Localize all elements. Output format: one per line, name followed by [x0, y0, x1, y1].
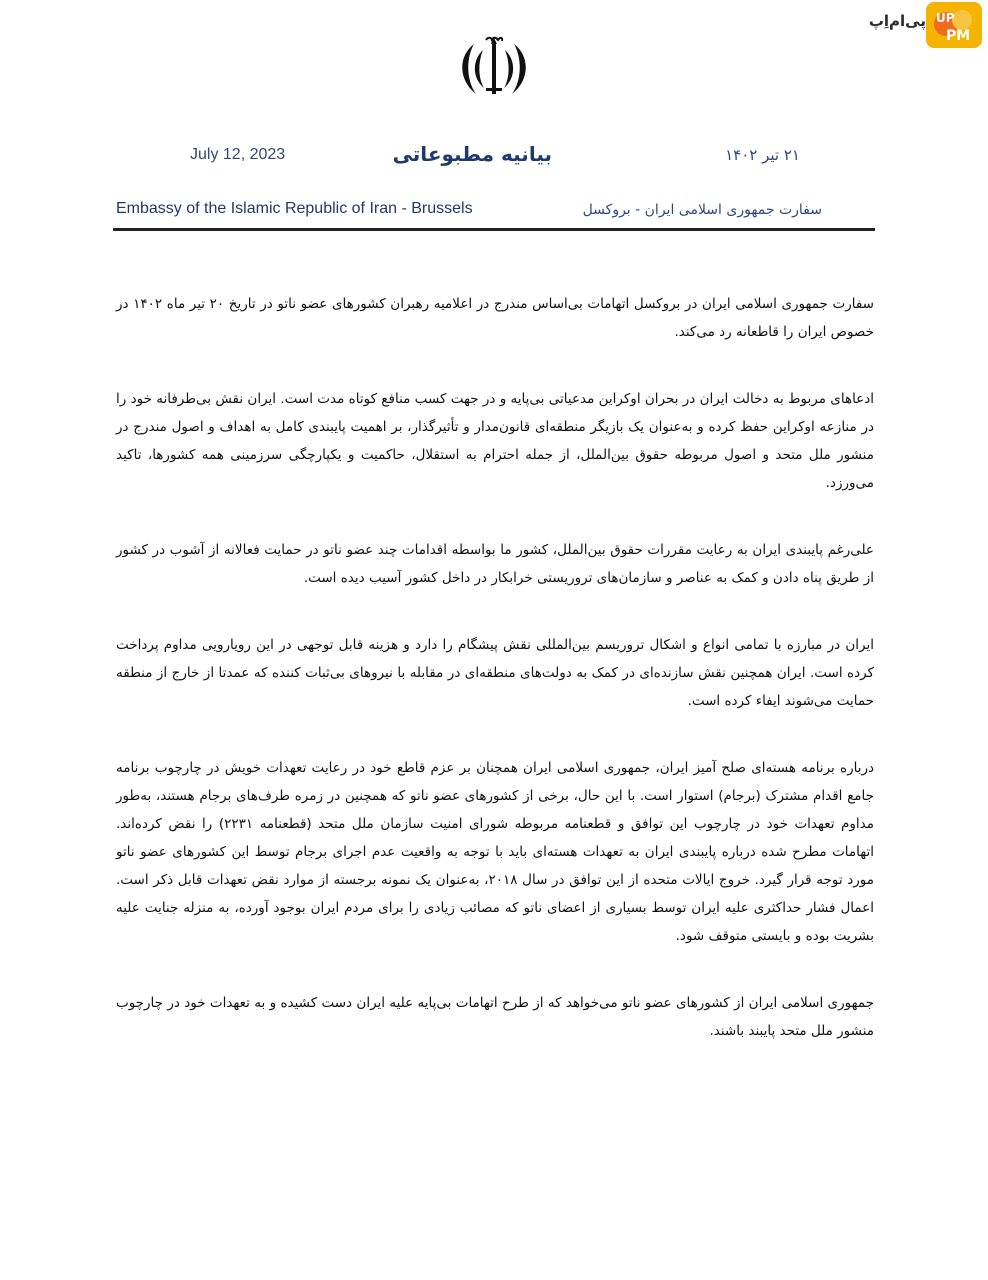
paragraph: علی‌رغم پایبندی ایران به رعایت مقررات حقوق بین‌الملل، کشور ما بواسطه اقدامات چند عضو ناتو در حمایت فعالانه از آشوب در کشور از طریق پناه دادن و کمک به عناصر و سازمان‌های تروریستی خرابکار در داخل کشور آسیب دیده است. [116, 542, 874, 586]
svg-text:PM: PM [946, 28, 971, 44]
svg-text:UP: UP [936, 11, 955, 25]
paragraph: جمهوری اسلامی ایران از کشورهای عضو ناتو می‌خواهد که از طرح اتهامات بی‌پایه علیه ایران دست کشیده و به تعهدات خود در چارچوب منشور ملل متحد پایبند باشند. [116, 995, 874, 1039]
paragraph: ایران در مبارزه با تمامی انواع و اشکال تروریسم بین‌المللی نقش پیشگام را دارد و هزینه قابل توجهی در این رویارویی مداوم پرداخت کرده است. ایران همچنین نقش سازنده‌ای در کمک به دولت‌های منطقه‌ای در مقابله با نیروهای بی‌ثبات کننده که عمدتا از خارج از منطقه حمایت می‌شوند ایفاء کرده است. [116, 637, 874, 709]
embassy-name-persian: سفارت جمهوری اسلامی ایران - بروکسل [582, 202, 822, 218]
watermark-text: پی‌ام‌اِپ [868, 12, 926, 30]
paragraph: درباره برنامه هسته‌ای صلح آمیز ایران، جمهوری اسلامی ایران همچنان بر عزم قاطع خود در رعایت تعهدات خویش در چارچوب برنامه جامع اقدام مشترک (برجام) استوار است. با این حال، برخی از کشورهای عضو ناتو که همچنین در زمره طرف‌های برجام هستند، به‌طور مداوم تعهدات خود در چارچوب این توافق و قطعنامه مربوطه شورای امنیت سازمان ملل متحد (قطعنامه ۲۲۳۱) را نقض کرده‌اند. اتهامات مطرح شده درباره پایبندی ایران به تعهدات هسته‌ای باید با توجه به واقعیت عدم اجرای برجام توسط این کشورهای عضو ناتو مورد توجه قرار گیرد. خروج ایالات متحده از این توافق در سال ۲۰۱۸، به‌عنوان یک نمونه برجسته از موارد نقض تعهدات قابل ذکر است. اعمال فشار حداکثری علیه ایران توسط بسیاری از اعضای ناتو که مصائب زیادی را برای مردم ایران بوجود آورده، به منزله جنایت علیه بشریت بوده و بایستی متوقف شود. [116, 760, 874, 944]
statement-body [116, 290, 874, 1084]
embassy-name-english: Embassy of the Islamic Republic of Iran - Brussels [116, 200, 473, 217]
paragraph: سفارت جمهوری اسلامی ایران در بروکسل اتهامات بی‌اساس مندرج در اعلامیه رهبران کشورهای عضو ناتو در تاریخ ۲۰ تیر ماه ۱۴۰۲ در خصوص ایران را قاطعانه رد می‌کند. [116, 296, 874, 340]
watermark [870, 2, 982, 48]
paragraph: ادعاهای مربوط به دخالت ایران در بحران اوکراین مدعیاتی بی‌پایه و در جهت کسب منافع کوتاه مدت است. ایران نقش بی‌طرفانه خود را در منازعه اوکراین حفظ کرده و به‌عنوان یک بازیگر منطقه‌ای قانون‌مدار و تأثیرگذار، بر اهمیت پایبندی کامل به اهداف و اصول مندرج در منشور ملل متحد و اصول مربوطه حقوق بین‌الملل، از جمله احترام به استقلال، حاکمیت و یکپارچگی سرزمینی همه کشورها، تاکید می‌ورزد. [116, 391, 874, 491]
watermark-logo-icon [926, 2, 982, 48]
header-divider [113, 228, 875, 231]
date-persian: ۲۱ تیر ۱۴۰۲ [725, 146, 800, 164]
page-title: بیانیه مطبوعاتی [392, 142, 552, 166]
date-english: July 12, 2023 [190, 146, 286, 163]
iran-emblem-icon [460, 36, 528, 100]
